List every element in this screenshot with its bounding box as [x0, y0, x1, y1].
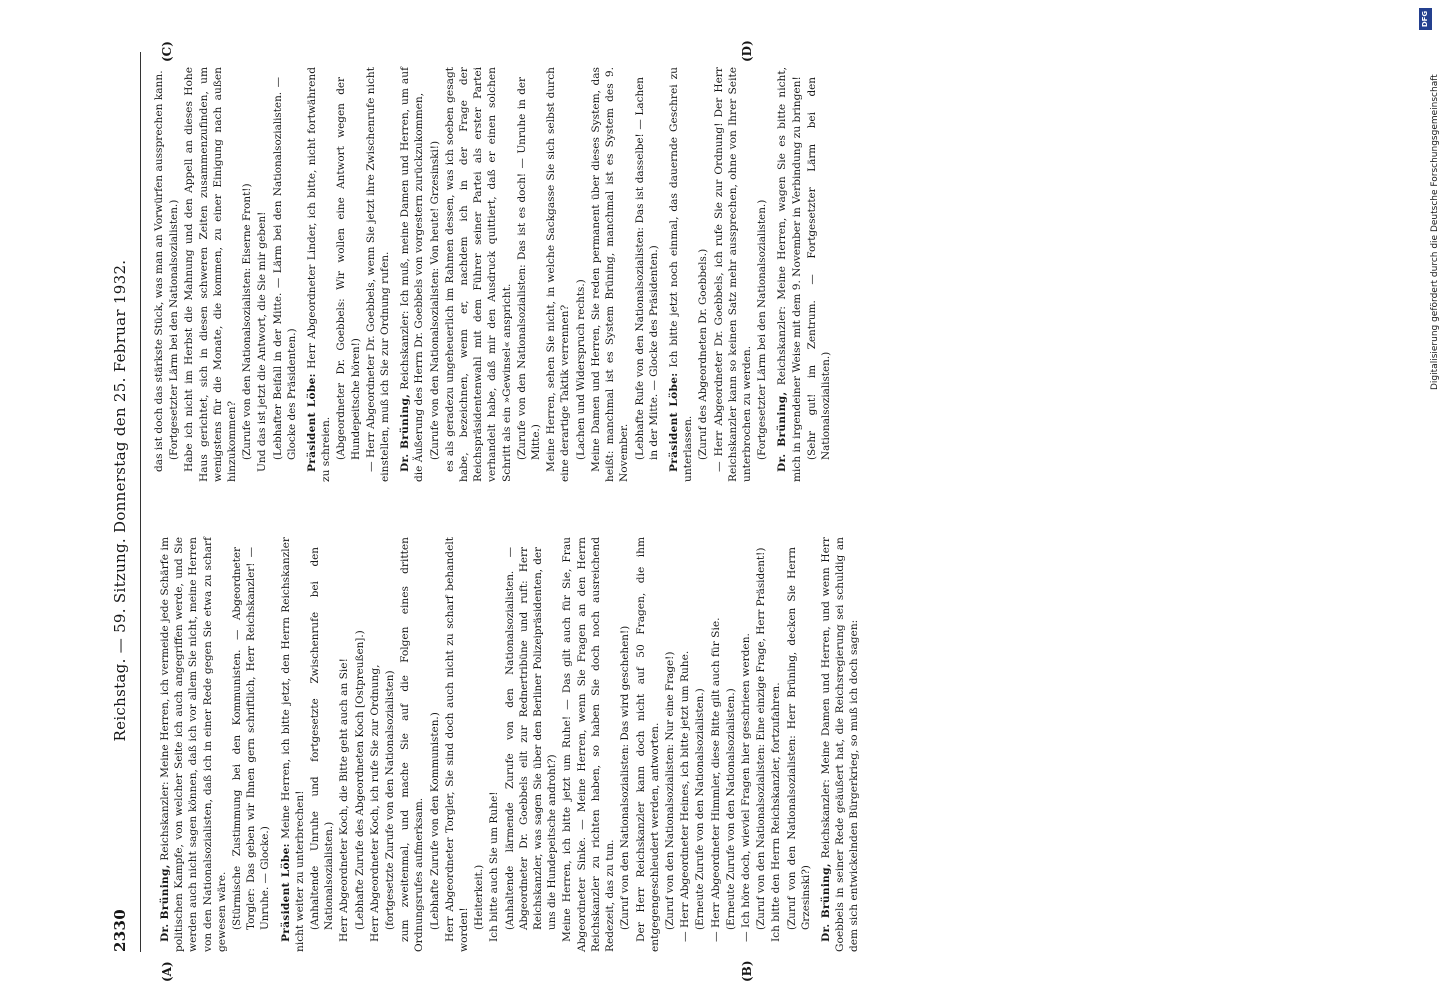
- paragraph-text: (Lebhafte Zurufe des Abgeordneten Koch [Ostpreußen].): [353, 630, 366, 930]
- paragraph-text: es als geradezu ungeheuerlich im Rahmen dessen, was ich soeben gesagt habe, bezeichnen, wenn er, nachdem ich in der Frage der Reichspräsidentenwahl mit dem Führer seiner Partei als erster Partei verhandelt habe, daß mir den Ausdruck quittiert, daß er einen solchen Schritt als ein »Gewinsel« anspricht.: [443, 67, 513, 482]
- paragraph: [560, 537, 617, 952]
- paragraph-text: Meine Herren, ich bitte jetzt um Ruhe! — Das gilt auch für Sie, Frau Abgeordneter Sinke. — Meine Herren, wenn Sie Fragen an den Herrn Reichskanzler zu richten haben, so haben Sie doch noch ausreichend Redezeit, das zu tun.: [561, 537, 617, 952]
- paragraph-text: Der Herr Reichskanzler kann doch nicht auf 50 Fragen, die ihm entgegengeschleudert werden, antworten.: [634, 537, 661, 952]
- interjection: [785, 537, 813, 952]
- interjection: [724, 537, 738, 952]
- paragraph-text: (Heiterkeit.): [473, 864, 486, 930]
- paragraph-text: (Fortgesetzter Lärm bei den Nationalsozialisten.): [168, 199, 181, 460]
- speaker-name: Dr. Brüning,: [159, 864, 171, 942]
- paragraph-text: (Anhaltende Unruhe und fortgesetzte Zwischenrufe bei den Nationalsozialisten.): [309, 547, 336, 930]
- dfg-logo: DFG: [1419, 8, 1432, 30]
- paragraph: [544, 67, 572, 482]
- paragraph-text: Reichskanzler: Meine Damen und Herren, und wenn Herr Goebbels in seiner Rede geäußert hat, die Reichsregierung sei schuldig an dem sich entwickelnden Bürgerkrieg, so muß ich doch sagen:: [819, 537, 861, 952]
- paragraph-text: Reichskanzler: Meine Herren, ich vermeide jede Schärfe im politischen Kampfe, von welcher Seite ich auch angegriffen werde, und Sie werden auch nicht sagen können, daß ich vor allem Sie nicht, meine Herren von den Nationalsozialisten, daß ich in einer Rede gegen Sie etwa zu scharf gewesen wäre.: [159, 537, 228, 952]
- paragraph: [443, 537, 471, 952]
- speaker-name: Dr. Brüning,: [776, 391, 789, 472]
- paragraph-text: (Sehr gut! im Zentrum. — Fortgesetzter Lärm bei den Nationalsozialisten.): [805, 77, 832, 460]
- paragraph-text: Ich bitte jetzt noch einmal, das dauernde Geschrei zu unterlassen.: [667, 66, 695, 482]
- paragraph-text: das ist doch das stärkste Stück, was man an Vorwürfen aussprechen kann.: [153, 70, 165, 472]
- paragraph: [589, 67, 632, 482]
- paragraph-text: Herr Abgeordneter Linder, ich bitte, nicht fortwährend zu schreien.: [306, 67, 333, 482]
- interjection: [271, 67, 299, 482]
- paragraph: [739, 537, 753, 952]
- interjection: [503, 537, 560, 952]
- paragraph-text: Ich bitte den Herrn Reichskanzler, fortzufahren.: [770, 682, 783, 942]
- margin-mark-a: (A): [160, 961, 174, 982]
- paragraph: [443, 67, 514, 482]
- margin-mark-c: (C): [160, 41, 174, 62]
- interjection: [755, 67, 769, 482]
- paragraph: [678, 537, 692, 952]
- paragraph-text: Herr Abgeordneter Torgler, Sie sind doch auch nicht zu scharf behandelt worden!: [443, 537, 471, 952]
- paragraph-text: Und das ist jetzt die Antwort, die Sie mir geben!: [256, 211, 269, 472]
- paragraph: [398, 537, 426, 952]
- paragraph-text: (Lachen und Widerspruch rechts.): [574, 279, 587, 460]
- interjection: [353, 537, 367, 952]
- interjection: [515, 67, 543, 482]
- margin-mark-d: (D): [740, 40, 754, 62]
- paragraph-text: (Zuruf von den Nationalsozialisten: Herr Brüning, decken Sie Herrn Grzesinski?): [785, 547, 812, 930]
- paragraph: [255, 67, 269, 482]
- speech-paragraph: [819, 537, 862, 952]
- interjection: [167, 67, 181, 482]
- speaker-name: Dr. Brüning,: [399, 393, 412, 472]
- page-number: 2330: [111, 909, 129, 952]
- interjection: [805, 67, 833, 482]
- speaker-name: Dr. Brüning,: [819, 863, 832, 942]
- paragraph-text: Reichskanzler: Ich muß, meine Damen und Herren, um auf die Äußerung des Herrn Dr. Goebbels von vorgestern zurückzukommen,: [399, 67, 426, 482]
- paragraph: [487, 537, 501, 952]
- paragraph-text: — Herr Abgeordneter Dr. Goebbels, ich rufe Sie zur Ordnung! Der Herr Reichskanzler kann so keinen Satz mehr aussprechen, ohne von Ihrer Seite unterbrochen zu werden.: [712, 67, 753, 482]
- paragraph: [182, 67, 239, 482]
- digitization-note-text: Digitalisierung gefördert durch die Deutsche Forschungsgemeinschaft: [1430, 74, 1440, 390]
- interjection: [428, 67, 442, 482]
- interjection: [472, 537, 486, 952]
- digitization-note: [1416, 30, 1440, 390]
- margin-mark-b: (B): [740, 960, 754, 982]
- paragraph-text: Herr Abgeordneter Koch, ich rufe Sie zur Ordnung,: [368, 664, 381, 942]
- interjection: [230, 537, 273, 952]
- speech-paragraph: [279, 537, 307, 952]
- interjection: [693, 537, 707, 952]
- paragraph-text: — Herr Abgeordneter Dr. Goebbels, wenn Sie jetzt ihre Zwischenrufe nicht einstellen, muß ich Sie zur Ordnung rufen.: [364, 67, 392, 482]
- paragraph-text: Meine Herren, ich bitte jetzt, den Herrn Reichskanzler nicht weiter zu unterbrechen!: [279, 537, 306, 952]
- paragraph-text: Reichskanzler: Meine Herren, wagen Sie es bitte nicht, mich in irgendeiner Weise mit dem 9. November in Verbindung zu bringen!: [776, 66, 803, 482]
- paragraph: [769, 537, 783, 952]
- paragraph-text: (Zuruf von den Nationalsozialisten: Eine einzige Frage, Herr Präsident!): [755, 547, 768, 930]
- speech-paragraph: [398, 67, 426, 482]
- paragraph-text: Meine Damen und Herren, Sie reden permanent über dieses System, das heißt: manchmal ist es System Brüning, manchmal ist es System des 9. November.: [589, 67, 631, 482]
- speaker-name: Präsident Löbe:: [667, 372, 680, 472]
- right-column: [152, 67, 834, 482]
- interjection: [334, 67, 362, 482]
- paragraph: [337, 537, 351, 952]
- paragraph-text: zum zweitenmal, und mache Sie auf die Folgen eines dritten Ordnungsrufes aufmerksam.: [399, 537, 426, 952]
- interjection: [428, 537, 442, 952]
- paragraph-text: (Zuruf des Abgeordneten Dr. Goebbels.): [697, 248, 710, 460]
- interjection: [696, 67, 710, 482]
- speech-paragraph: [305, 67, 333, 482]
- left-column: [152, 537, 863, 952]
- paragraph-text: (Erneute Zurufe von den Nationalsozialisten.): [724, 688, 737, 930]
- paragraph-text: (Erneute Zurufe von den Nationalsozialisten.): [694, 688, 707, 930]
- paragraph-text: (Zuruf von den Nationalsozialisten: Das wird geschehen!): [619, 625, 632, 930]
- interjection: [754, 537, 768, 952]
- paragraph: [709, 537, 723, 952]
- paragraph-text: (Zuruf von den Nationalsozialisten: Nur eine Frage!): [663, 651, 676, 930]
- paragraph: [634, 537, 662, 952]
- interjection: [633, 67, 661, 482]
- speaker-name: Präsident Löbe:: [279, 843, 292, 942]
- paragraph-text: (Fortgesetzter Lärm bei den Nationalsozialisten.): [756, 199, 769, 460]
- paragraph-text: Meine Herren, sehen Sie nicht, in welche Sackgasse Sie sich selbst durch eine derartige Taktik verrennen?: [545, 67, 572, 482]
- interjection: [618, 537, 632, 952]
- paragraph-text: — Herr Abgeordneter Himmler, diese Bitte gilt auch für Sie.: [709, 617, 722, 942]
- speech-paragraph: [775, 67, 803, 482]
- rotated-page-content: [100, 40, 1410, 982]
- speech-paragraph: [158, 537, 229, 952]
- page-header: [100, 52, 141, 952]
- paragraph: [364, 67, 392, 482]
- paragraph: [712, 67, 755, 482]
- paragraph-text: — Herr Abgeordneter Heines, ich bitte jetzt um Ruhe.: [679, 650, 692, 942]
- paragraph-text: (Zurufe von den Nationalsozialisten: Von heute! Grzesinski!): [428, 140, 441, 460]
- paragraph-text: Ich bitte auch Sie um Ruhe!: [488, 791, 501, 942]
- interjection: [383, 537, 397, 952]
- paragraph-text: (Lebhafte Zurufe von den Kommunisten.): [428, 712, 441, 930]
- paragraph-text: (Anhaltende lärmende Zurufe von den Nationalsozialisten. — Abgeordneter Dr. Goebbels eilt zur Rednertribüne und ruft: Herr Reichskanzler, was sagen Sie über den Berliner Polizeipräsidenten, der uns die Hundepeitsche androht?): [503, 547, 559, 930]
- paragraph-text: (Abgeordneter Dr. Goebbels: Wir wollen eine Antwort wegen der Hundepeitsche hören!): [335, 77, 362, 460]
- paragraph-text: (Lebhafte Rufe von den Nationalsozialisten: Das ist dasselbe! — Lachen in der Mitte. — Glocke des Präsidenten.): [633, 77, 660, 460]
- paragraph-text: Habe ich nicht im Herbst die Mahnung und den Appell an dieses Hohe Haus gerichtet, sich in diesen schweren Zeiten zusammenzufinden, um wenigstens für die Monate, die kommen, zu einer Einigung nach außen hinzukommen?: [183, 67, 239, 482]
- paragraph-text: — Ich höre doch, wieviel Fragen hier geschrieen werden.: [739, 633, 752, 942]
- paragraph-text: (Stürmische Zustimmung bei den Kommunisten. — Abgeordneter Torgler: Das geben wir Ihnen gern schriftlich, Herr Reichskanzler! — Unruhe. — Glocke.): [231, 547, 272, 930]
- interjection: [240, 67, 254, 482]
- speaker-name: Präsident Löbe:: [306, 373, 319, 472]
- speech-paragraph: [667, 67, 695, 482]
- paragraph-text: (Lebhafter Beifall in der Mitte. — Lärm bei den Nationalsozialisten. — Glocke des Präsidenten.): [271, 77, 298, 460]
- page-title: Reichstag. — 59. Sitzung. Donnerstag den 25. Februar 1932.: [111, 259, 129, 742]
- paragraph-text: (Zurufe von den Nationalsozialisten: Das ist es doch! — Unruhe in der Mitte.): [515, 77, 543, 460]
- interjection: [574, 67, 588, 482]
- paragraph: [152, 67, 166, 482]
- interjection: [663, 537, 677, 952]
- paragraph-text: Herr Abgeordneter Koch, die Bitte geht auch an Sie!: [338, 658, 351, 942]
- interjection: [308, 537, 336, 952]
- paragraph: [368, 537, 382, 952]
- paragraph-text: (fortgesetzte Zurufe von den Nationalsozialisten): [384, 670, 397, 930]
- paragraph-text: (Zurufe von den Nationalsozialisten: Eiserne Front!): [241, 183, 254, 460]
